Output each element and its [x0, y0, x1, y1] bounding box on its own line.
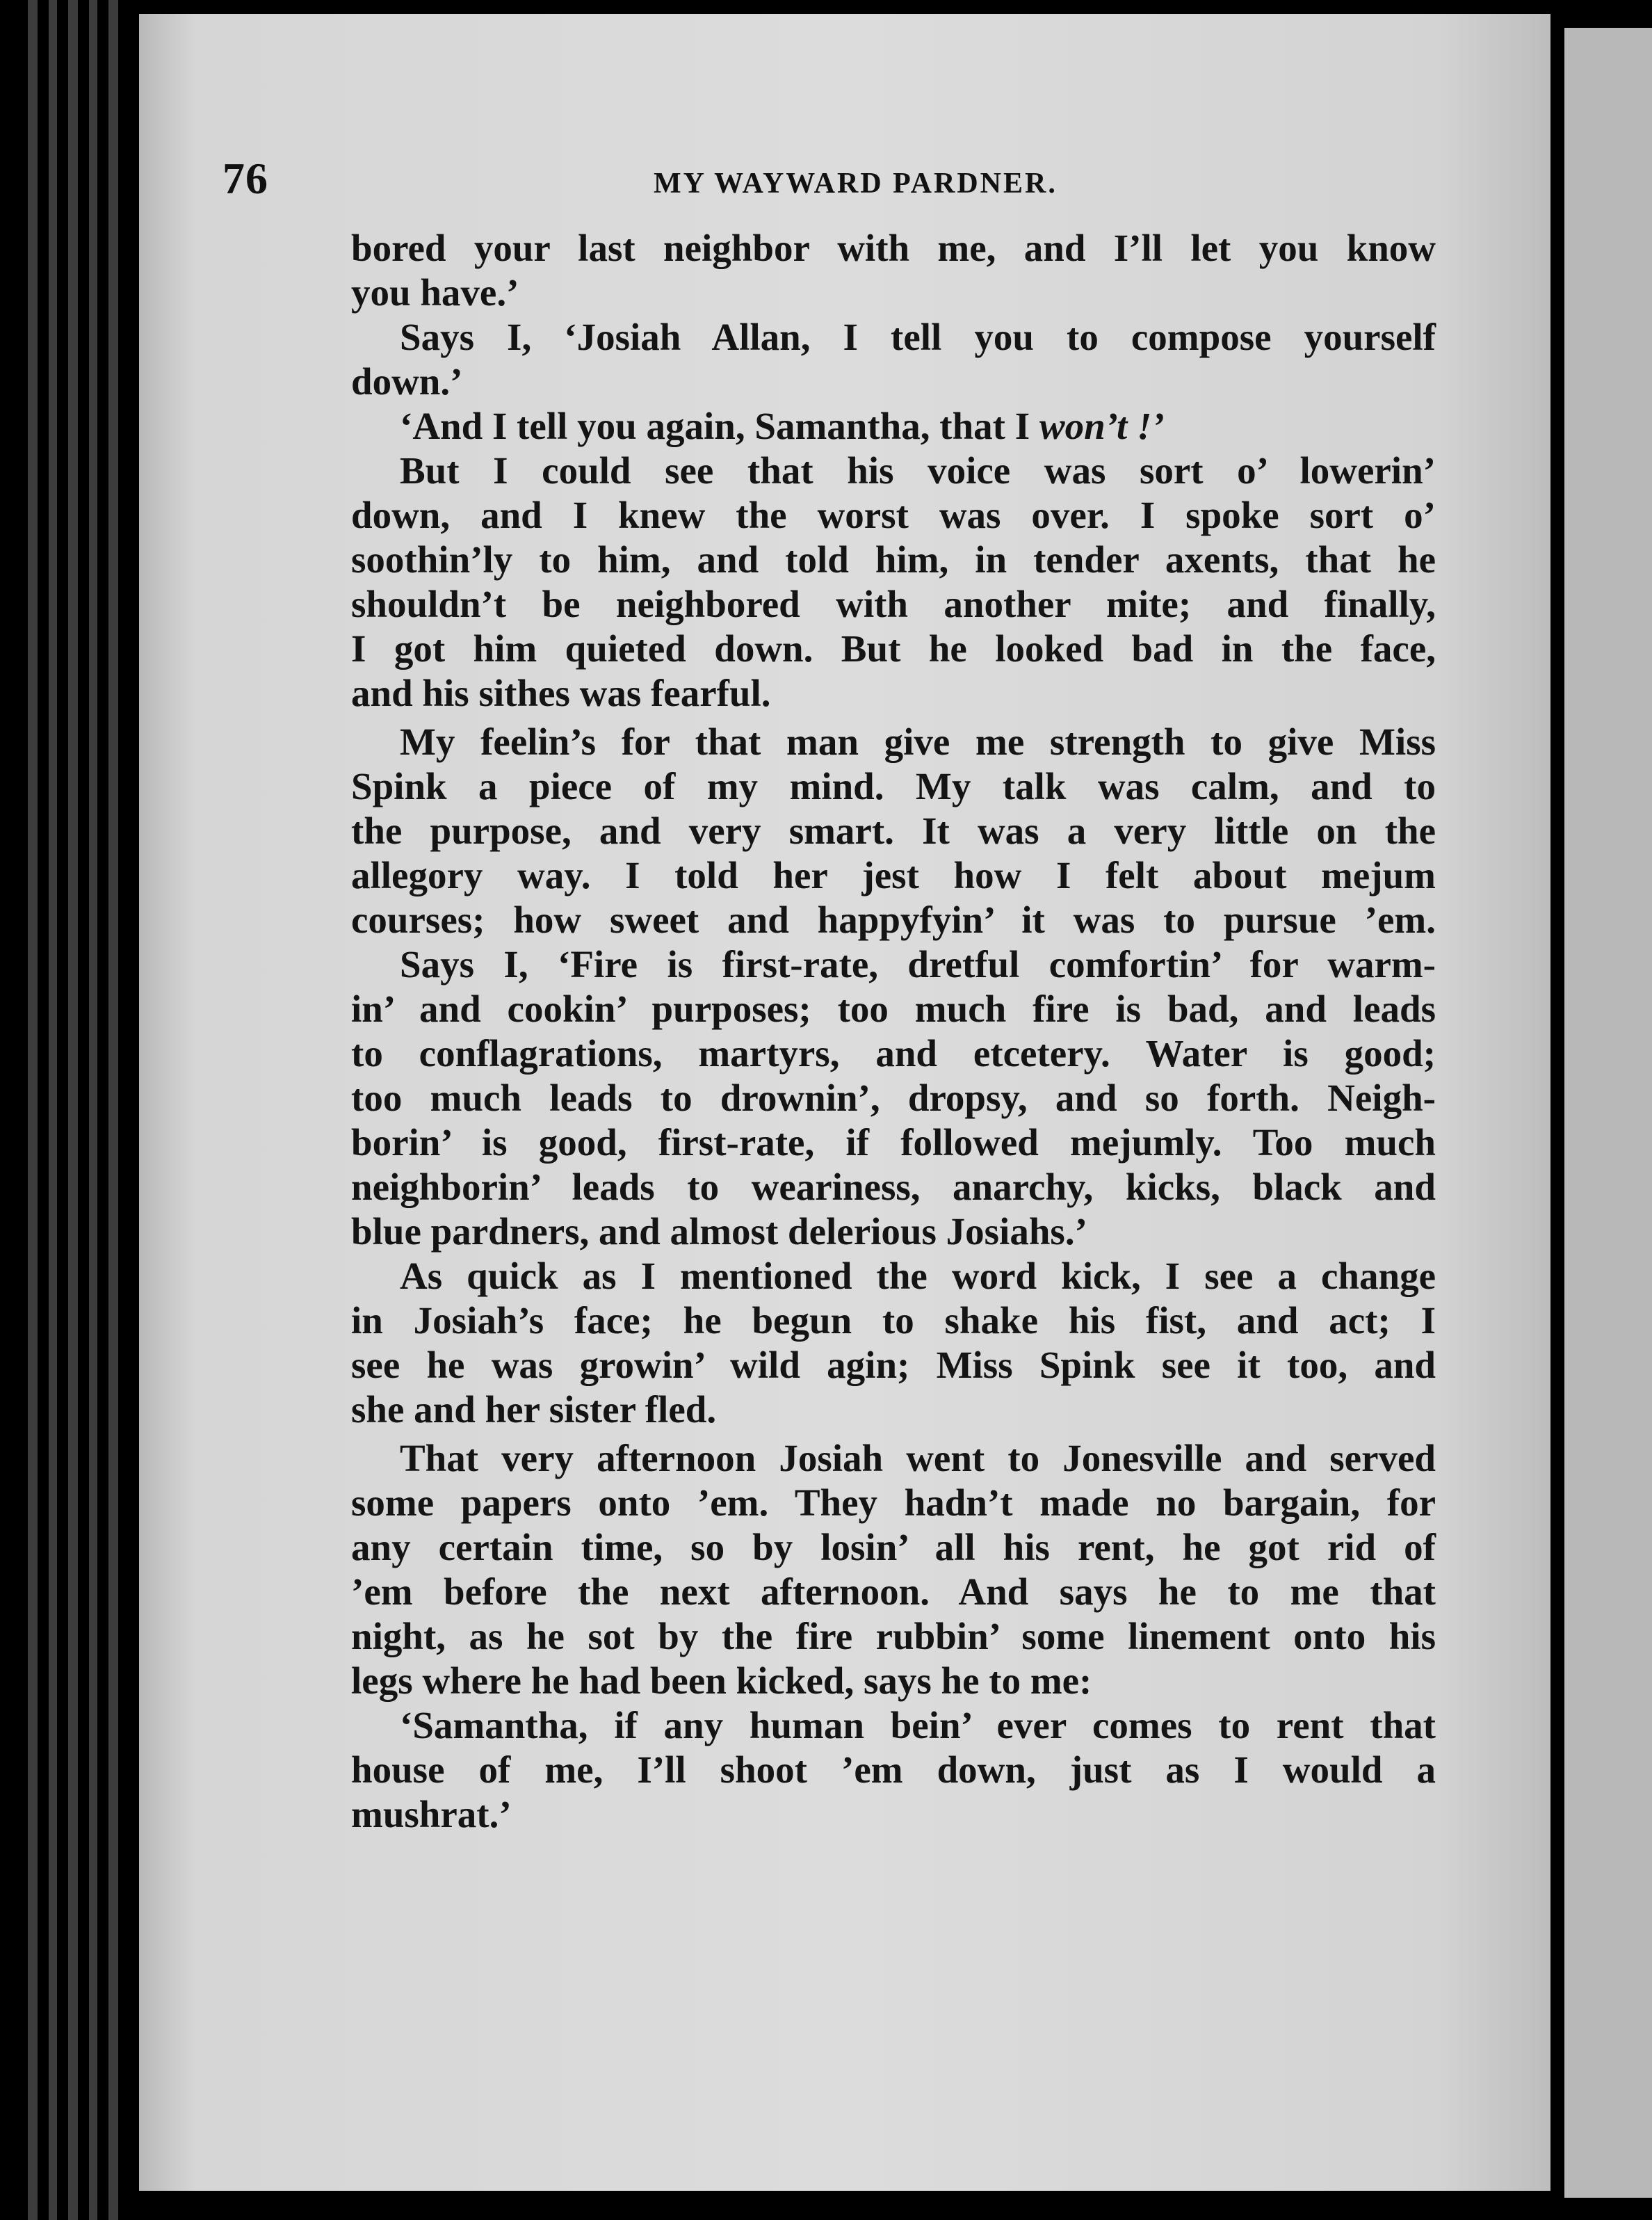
text-line-content: see he was growin’ wild agin; Miss Spink see it too, and [351, 1344, 1436, 1386]
text-line-content: Spink a piece of my mind. My talk was calm, and to [351, 765, 1436, 807]
text-line-content: any certain time, so by losin’ all his rent, he got rid of [351, 1526, 1436, 1568]
page-edge [108, 0, 118, 2220]
text-line [351, 226, 1436, 271]
page-edge [89, 0, 97, 2220]
text-line-content: I got him quieted down. But he looked bad in the face, [351, 627, 1436, 670]
text-line [351, 1209, 1436, 1254]
text-line [351, 898, 1436, 942]
text-line-content: and his sithes was fearful. [351, 672, 771, 714]
text-line-content: bored your last neighbor with me, and I’ll let you know [351, 227, 1436, 269]
text-line [351, 1659, 1436, 1703]
text-line-content: But I could see that his voice was sort o’ lowerin’ [400, 449, 1436, 492]
text-line-content: in’ and cookin’ purposes; too much fire is bad, and leads [351, 988, 1436, 1030]
text-line-content: soothin’ly to him, and told him, in tender axents, that he [351, 538, 1436, 581]
text-line-content: neighborin’ leads to weariness, anarchy, kicks, black and [351, 1166, 1436, 1208]
text-line [351, 1525, 1436, 1570]
text-line-italic: won’t !’ [1039, 405, 1165, 447]
text-line [351, 1570, 1436, 1614]
text-line-content: she and her sister fled. [351, 1388, 717, 1431]
text-line-content: the purpose, and very smart. It was a very little on the [351, 810, 1436, 852]
text-line-content: down.’ [351, 360, 463, 403]
text-line-content: in Josiah’s face; he begun to shake his fist, and act; I [351, 1299, 1436, 1342]
text-line [351, 671, 1436, 716]
text-line [351, 1388, 1436, 1432]
text-line-content: ’em before the next afternoon. And says he to me that [351, 1570, 1436, 1613]
text-line [351, 1748, 1436, 1792]
text-line-content: Says I, ‘Fire is first-rate, dretful comfortin’ for warm- [400, 943, 1436, 986]
text-line-content: My feelin’s for that man give me strength to give Miss [400, 721, 1436, 763]
text-line [351, 493, 1436, 538]
text-line-content: legs where he had been kicked, says he to me: [351, 1659, 1092, 1702]
text-line [351, 582, 1436, 627]
page-edge [68, 0, 78, 2220]
text-line-content: That very afternoon Josiah went to Jonesville and served [400, 1437, 1436, 1479]
text-line-content: to conflagrations, martyrs, and etcetery. Water is good; [351, 1032, 1436, 1075]
text-line [351, 764, 1436, 809]
text-line [351, 720, 1436, 764]
text-line [351, 1792, 1436, 1837]
page-number: 76 [222, 154, 268, 203]
next-page-edge [1564, 28, 1652, 2198]
text-line-content: allegory way. I told her jest how I felt about mejum [351, 854, 1436, 896]
text-line [351, 1298, 1436, 1343]
book-title: MY WAYWARD PARDNER. [654, 168, 1058, 200]
text-line [351, 1436, 1436, 1481]
text-line [351, 1120, 1436, 1165]
text-line-content: you have.’ [351, 271, 519, 314]
text-line-content: ‘And I tell you again, Samantha, that I [400, 405, 1039, 447]
page-edge [28, 0, 38, 2220]
text-line [351, 942, 1436, 987]
text-line [351, 1481, 1436, 1525]
text-line [351, 404, 1436, 449]
text-line [351, 315, 1436, 360]
text-line [351, 853, 1436, 898]
text-line-content: Says I, ‘Josiah Allan, I tell you to compose yourself [400, 316, 1436, 358]
text-line-content: some papers onto ’em. They hadn’t made no bargain, for [351, 1481, 1436, 1524]
text-line-content: ‘Samantha, if any human bein’ ever comes to rent that [400, 1704, 1436, 1746]
body-text [351, 226, 1436, 1837]
text-line [351, 1165, 1436, 1209]
text-line [351, 360, 1436, 404]
text-line [351, 1254, 1436, 1298]
text-line-content: mushrat.’ [351, 1793, 512, 1835]
text-line [351, 627, 1436, 671]
text-line [351, 449, 1436, 493]
text-line [351, 1703, 1436, 1748]
text-line-content: blue pardners, and almost delerious Josiahs.’ [351, 1210, 1087, 1253]
text-line [351, 1614, 1436, 1659]
page-edge [49, 0, 57, 2220]
text-line [351, 538, 1436, 582]
text-line [351, 1031, 1436, 1076]
text-line [351, 1343, 1436, 1388]
text-line-content: night, as he sot by the fire rubbin’ some linement onto his [351, 1615, 1436, 1657]
text-line [351, 987, 1436, 1031]
running-head [222, 153, 1404, 209]
text-line-content: As quick as I mentioned the word kick, I see a change [400, 1255, 1436, 1297]
text-line [351, 809, 1436, 853]
text-line [351, 271, 1436, 315]
text-line-content: too much leads to drownin’, dropsy, and so forth. Neigh- [351, 1077, 1436, 1119]
text-line-content: house of me, I’ll shoot ’em down, just as I would a [351, 1748, 1436, 1791]
text-line-content: down, and I knew the worst was over. I spoke sort o’ [351, 494, 1436, 536]
text-line [351, 1076, 1436, 1120]
text-line-content: borin’ is good, first-rate, if followed mejumly. Too much [351, 1121, 1436, 1164]
text-line-content: courses; how sweet and happyfyin’ it was to pursue ’em. [351, 899, 1436, 941]
text-line-content: shouldn’t be neighbored with another mite; and finally, [351, 583, 1436, 625]
